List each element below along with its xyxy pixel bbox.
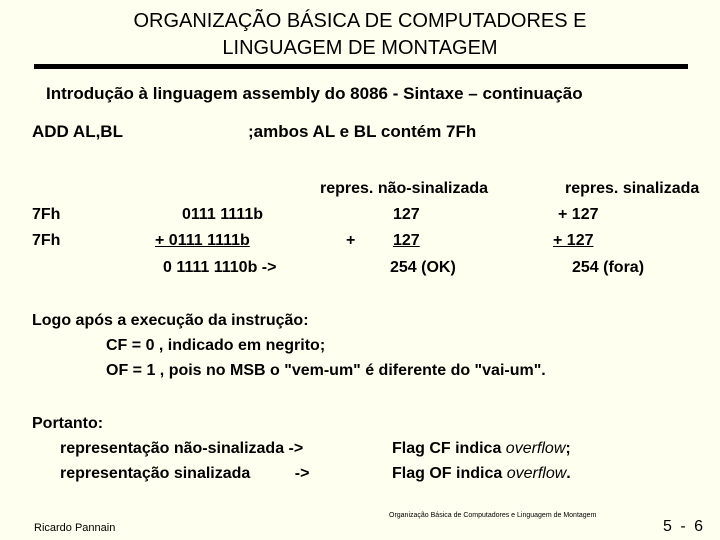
instruction-code: ADD AL,BL <box>32 122 123 141</box>
after-cf: CF = 0 , indicado em negrito; <box>106 337 326 354</box>
slide-title-line1: ORGANIZAÇÃO BÁSICA DE COMPUTADORES E <box>133 10 587 32</box>
row2-hex: 7Fh <box>32 232 61 249</box>
row2-plus: + <box>346 232 356 249</box>
title-divider <box>34 64 688 69</box>
therefore-heading: Portanto: <box>32 415 104 432</box>
row1-binary: 0111 1111b <box>182 206 263 223</box>
header-unsigned: repres. não-sinalizada <box>320 180 489 197</box>
row1-unsigned: 127 <box>393 206 420 223</box>
row2-binary: + 0111 1111b <box>155 232 250 249</box>
row2-signed: + 127 <box>553 232 594 249</box>
result-signed: 254 (fora) <box>572 259 645 276</box>
instruction-comment: ;ambos AL e BL contém 7Fh <box>248 122 477 141</box>
therefore-line2-right: Flag OF indica overflow. <box>392 465 571 482</box>
result-binary: 0 1111 1110b -> <box>163 259 277 276</box>
after-of: OF = 1 , pois no MSB o "vem-um" é diferente do "vai-um". <box>106 362 546 379</box>
page-number: 5 - 6 <box>663 518 706 535</box>
therefore-line1-right: Flag CF indica overflow; <box>392 440 571 457</box>
row1-signed: + 127 <box>558 206 599 223</box>
result-unsigned: 254 (OK) <box>390 259 456 276</box>
header-signed: repres. sinalizada <box>565 180 700 197</box>
after-heading: Logo após a execução da instrução: <box>32 312 309 329</box>
therefore-line1-left: representação não-sinalizada -> <box>60 440 304 457</box>
therefore-line2-left: representação sinalizada -> <box>60 465 310 482</box>
row1-hex: 7Fh <box>32 206 61 223</box>
row2-unsigned: 127 <box>393 232 420 249</box>
slide-title-line2: LINGUAGEM DE MONTAGEM <box>222 37 498 59</box>
footer-course: Organização Básica de Computadores e Linguagem de Montagem <box>389 512 597 519</box>
slide-subtitle: Introdução à linguagem assembly do 8086 - Sintaxe – continuação <box>46 84 583 103</box>
footer-author: Ricardo Pannain <box>34 522 116 534</box>
